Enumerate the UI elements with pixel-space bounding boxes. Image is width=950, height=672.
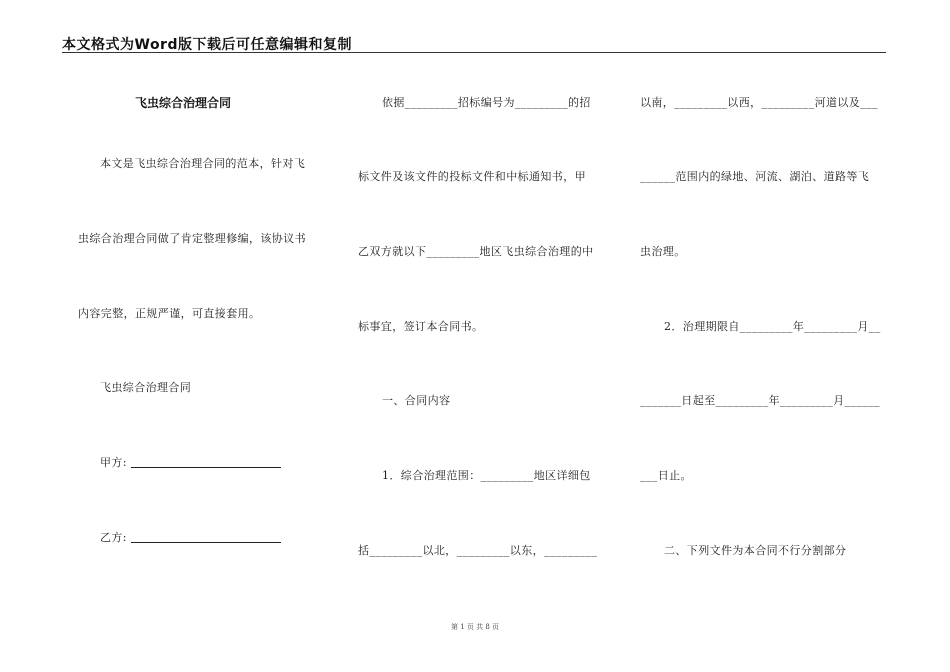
middle-line-4: 标事宜，签订本合同书。 xyxy=(358,320,484,333)
right-line-3: 虫治理。 xyxy=(640,245,686,258)
contract-subtitle: 飞虫综合治理合同 xyxy=(100,381,192,394)
party-a-row xyxy=(100,454,281,470)
right-line-1: 以南，_________以西，_________河道以及___ xyxy=(640,96,878,109)
intro-line-3: 内容完整，正规严谨，可直接套用。 xyxy=(78,307,261,320)
section-heading-2: 二、下列文件为本合同不行分割部分 xyxy=(664,544,847,557)
middle-line-7: 括_________以北，_________以东，_________ xyxy=(358,544,598,557)
party-b-blank xyxy=(131,542,281,543)
party-b-row xyxy=(100,529,281,545)
party-b-label: 乙方: xyxy=(100,531,127,544)
right-line-5: _______日起至_________年_________月______ xyxy=(640,394,880,407)
middle-line-6: 1．综合治理范围：_________地区详细包 xyxy=(382,469,591,482)
middle-line-3: 乙双方就以下_________地区飞虫综合治理的中 xyxy=(358,245,594,258)
intro-line-1: 本文是飞虫综合治理合同的范本，针对飞 xyxy=(100,157,306,170)
party-a-blank xyxy=(131,467,281,468)
section-heading-1: 一、合同内容 xyxy=(382,394,451,407)
document-title: 飞虫综合治理合同 xyxy=(135,96,232,110)
right-line-2: ______范围内的绿地、河流、湖泊、道路等飞 xyxy=(640,170,870,183)
middle-line-2: 标文件及该文件的投标文件和中标通知书，甲 xyxy=(358,170,586,183)
page-number: 第 1 页 共 8 页 xyxy=(450,623,500,631)
intro-line-2: 虫综合治理合同做了肯定整理修编，该协议书 xyxy=(78,232,306,245)
header-divider xyxy=(62,52,886,53)
middle-line-1: 依据_________招标编号为_________的招 xyxy=(382,96,591,109)
right-line-4: 2．治理期限自_________年_________月__ xyxy=(664,320,881,333)
right-line-6: ___日止。 xyxy=(640,469,692,482)
party-a-label: 甲方: xyxy=(100,456,127,469)
document-header: 本文格式为Word版下载后可任意编辑和复制 xyxy=(62,37,352,53)
